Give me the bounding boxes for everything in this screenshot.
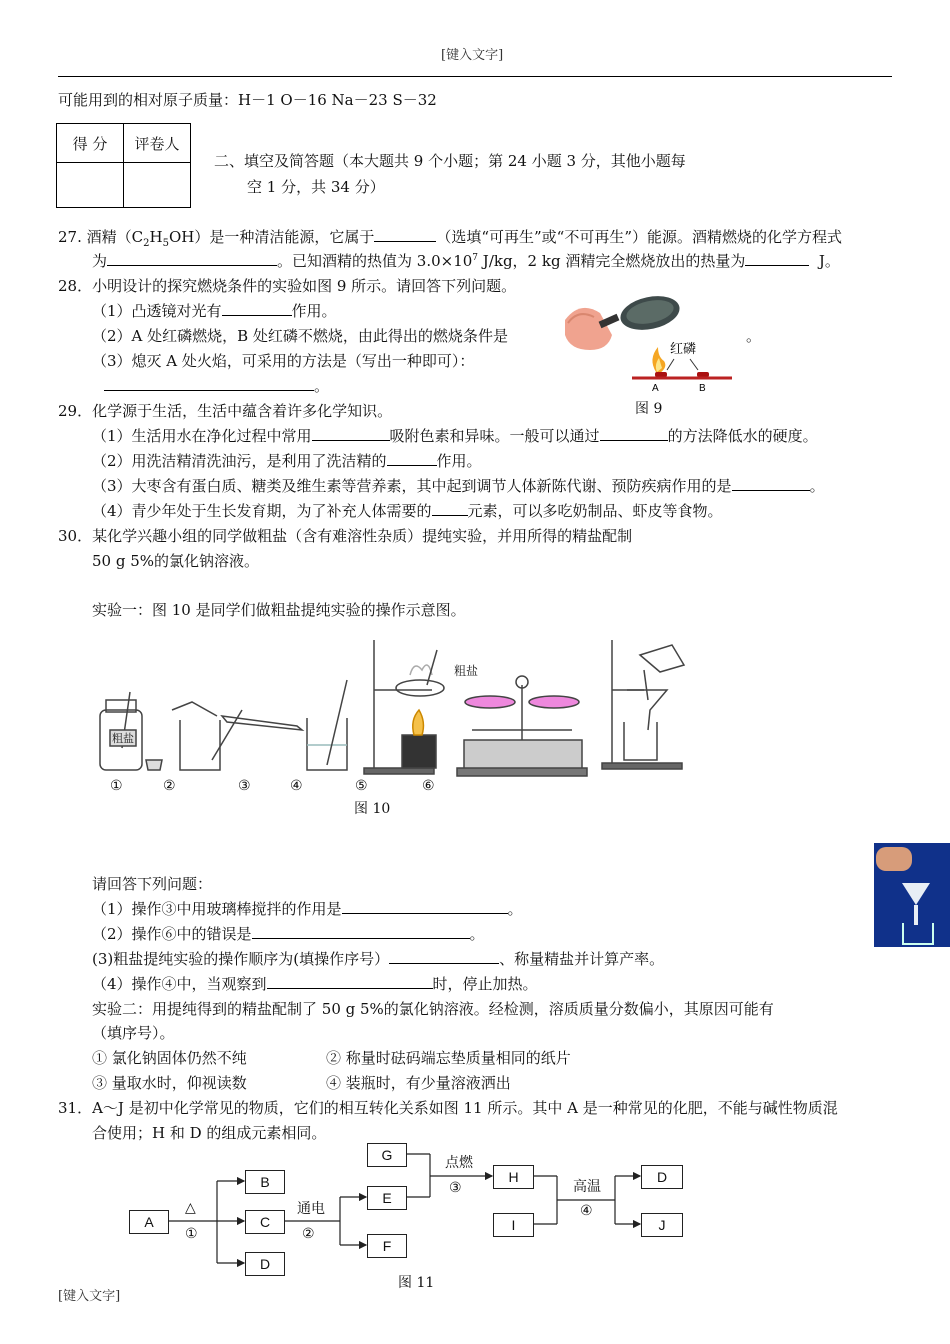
- node-e: E: [367, 1186, 407, 1210]
- q30-blank4[interactable]: [267, 974, 433, 989]
- fig9-label: 红磷: [670, 342, 697, 357]
- step-6: ⑥: [422, 778, 435, 794]
- step-2: ②: [163, 778, 176, 794]
- cond-electrolysis: 通电: [297, 1201, 325, 1217]
- fig9-b: B: [699, 383, 706, 394]
- q30-stem-line1: 30．某化学兴趣小组的同学做粗盐（含有难溶性杂质）提纯实验，并用所得的精盐配制: [58, 527, 633, 545]
- section-title: 二、填空及简答题（本大题共 9 个小题；第 24 小题 3 分，其他小题每: [214, 152, 686, 170]
- q30-stem-line2: 50 g 5%的氯化钠溶液。: [92, 552, 260, 570]
- reaction-4: ④: [580, 1203, 593, 1219]
- q27-line1: 27. 酒精$(C_2H_5OH)$是一种清洁能源，它属于 （选填“可再生”或“不可再生”）能源。酒精燃烧的化学方程式: [58, 228, 843, 249]
- q29-part1: （1）生活用水在净化过程中常用 吸附色素和异味。一般可以通过 的方法降低水的硬度。: [92, 427, 818, 445]
- q30-part4: （4）操作④中，当观察到 时，停止加热。: [92, 975, 538, 993]
- cond-heat: △: [185, 1200, 196, 1216]
- node-i: I: [493, 1213, 534, 1237]
- scale-label: 粗盐: [454, 664, 479, 678]
- q28-part3-answer: 。: [92, 375, 329, 396]
- balance-scale-icon: [457, 676, 587, 776]
- q30-part2: （2）操作⑥中的错误是 。: [92, 925, 485, 943]
- reaction-2: ②: [302, 1226, 315, 1242]
- q30-blank2[interactable]: [252, 924, 470, 939]
- q30-experiment2: 实验二：用提纯得到的精盐配制了 50 g 5%的氯化钠溶液。经检测，溶质质量分数偏小，其原因可能有: [92, 1000, 774, 1018]
- q30-option3: ③ 量取水时，仰视读数: [92, 1074, 247, 1092]
- hand-photo-icon: [876, 847, 912, 871]
- q30-part1: （1）操作③中用玻璃棒搅拌的作用是 。: [92, 900, 523, 918]
- header-rule: [58, 76, 892, 77]
- score-table: [56, 123, 191, 208]
- jar-label: 粗盐: [112, 732, 134, 745]
- q28-stem: 28．小明设计的探究燃烧条件的实验如图 9 所示。请回答下列问题。: [58, 277, 517, 295]
- cond-high-temp: 高温: [573, 1179, 601, 1195]
- reaction-3: ③: [449, 1180, 462, 1196]
- score-header: 得 分: [57, 124, 124, 163]
- q30-blank3[interactable]: [389, 949, 499, 964]
- q30-option4: ④ 装瓶时，有少量溶液洒出: [326, 1074, 511, 1092]
- q27-blank-heat[interactable]: [745, 251, 809, 266]
- evaporation-stand-icon: [364, 640, 444, 774]
- node-f: F: [367, 1234, 407, 1258]
- q30-experiment2-end: （填序号）。: [92, 1024, 175, 1042]
- reaction-1: ①: [185, 1226, 198, 1242]
- figure-9: [560, 295, 750, 395]
- q28-part1: （1）凸透镜对光有 作用。: [92, 302, 337, 320]
- hand-icon: [565, 308, 612, 350]
- q29-blank1[interactable]: [312, 426, 390, 441]
- filtration-icon: [602, 640, 684, 769]
- page-footer: [键入文字]: [58, 1289, 121, 1304]
- stopper-icon: [146, 760, 162, 770]
- figure-9-caption: 图 9: [635, 401, 663, 417]
- q27-blank-energy-type[interactable]: [374, 227, 436, 242]
- beaker-pour-icon: [172, 702, 302, 770]
- step-3: ③: [238, 778, 251, 794]
- q30-part3: (3)粗盐提纯实验的操作顺序为(填操作序号） 、称量精盐并计算产率。: [92, 950, 665, 968]
- q28-part3: （3）熄灭 A 处火焰，可采用的方法是（写出一种即可）：: [92, 352, 475, 370]
- q28-part2-end: 。: [746, 327, 762, 345]
- node-h: H: [493, 1165, 534, 1189]
- q28-blank1[interactable]: [222, 301, 292, 316]
- node-g: G: [367, 1143, 407, 1167]
- grader-cell[interactable]: [124, 163, 191, 208]
- score-cell[interactable]: [57, 163, 124, 208]
- step-4: ④: [290, 778, 303, 794]
- figure-11-caption: 图 11: [398, 1275, 435, 1291]
- q31-stem-line1: 31．A～J 是初中化学常见的物质，它们的相互转化关系如图 11 所示。其中 A 是一种常见的化肥，不能与碱性物质混: [58, 1099, 838, 1117]
- q30-option1: ① 氯化钠固体仍然不纯: [92, 1049, 247, 1067]
- beaker-stir-icon: [307, 680, 347, 770]
- node-b: B: [245, 1170, 285, 1194]
- grader-header: 评卷人: [124, 124, 191, 163]
- q29-part2: （2）用洗洁精清洗油污，是利用了洗洁精的 作用。: [92, 452, 482, 470]
- q30-experiment1: 实验一：图 10 是同学们做粗盐提纯实验的操作示意图。: [92, 601, 466, 619]
- q29-blank4[interactable]: [732, 476, 810, 491]
- filtration-photo: [874, 843, 950, 947]
- figure-10: [92, 630, 692, 795]
- q29-blank3[interactable]: [387, 451, 437, 466]
- q29-blank2[interactable]: [600, 426, 668, 441]
- q29-part4: （4）青少年处于生长发育期，为了补充人体需要的 元素，可以多吃奶制品、虾皮等食物。: [92, 502, 723, 520]
- q30-option2: ② 称量时砝码端忘垫质量相同的纸片: [326, 1049, 571, 1067]
- q28-part2: （2）A 处红磷燃烧，B 处红磷不燃烧，由此得出的燃烧条件是: [92, 327, 508, 345]
- step-5: ⑤: [355, 778, 368, 794]
- q27-line2: 为 。已知酒精的热值为 $3.0\times 10^7$ J/kg，2 kg 酒精完全燃烧放出的热量为 J。: [92, 252, 840, 270]
- salt-jar-icon: [100, 692, 142, 770]
- node-d2: D: [641, 1165, 683, 1189]
- beaker-photo-icon: [902, 923, 934, 945]
- node-j: J: [641, 1213, 683, 1237]
- q29-part3: （3）大枣含有蛋白质、糖类及维生素等营养素，其中起到调节人体新陈代谢、预防疾病作用的是 。: [92, 477, 825, 495]
- phosphorus-a-icon: [655, 372, 667, 377]
- q30-blank1[interactable]: [342, 899, 508, 914]
- figure-10-caption: 图 10: [354, 801, 391, 817]
- magnifier-icon: [600, 295, 683, 335]
- section-subtitle: 空 1 分，共 34 分）: [247, 178, 385, 196]
- flame-icon: [652, 347, 665, 373]
- page-header: [键入文字]: [441, 48, 504, 63]
- q29-blank5[interactable]: [432, 501, 468, 516]
- q30-ask: 请回答下列问题：: [92, 875, 213, 893]
- cond-ignite: 点燃: [445, 1155, 473, 1171]
- fig9-a: A: [652, 383, 659, 394]
- q28-blank3[interactable]: [104, 376, 314, 391]
- node-d: D: [245, 1252, 285, 1276]
- q29-stem: 29．化学源于生活，生活中蕴含着许多化学知识。: [58, 402, 393, 420]
- step-1: ①: [110, 778, 123, 794]
- phosphorus-b-icon: [697, 372, 709, 377]
- atomic-masses: 可能用到的相对原子质量：H－1 O－16 Na－23 S－32: [58, 91, 437, 109]
- funnel-photo-icon: [902, 883, 930, 905]
- node-a: A: [129, 1210, 169, 1234]
- q31-stem-line2: 合使用；H 和 D 的组成元素相同。: [92, 1124, 327, 1142]
- node-c: C: [245, 1210, 285, 1234]
- q27-blank-equation[interactable]: [107, 251, 277, 266]
